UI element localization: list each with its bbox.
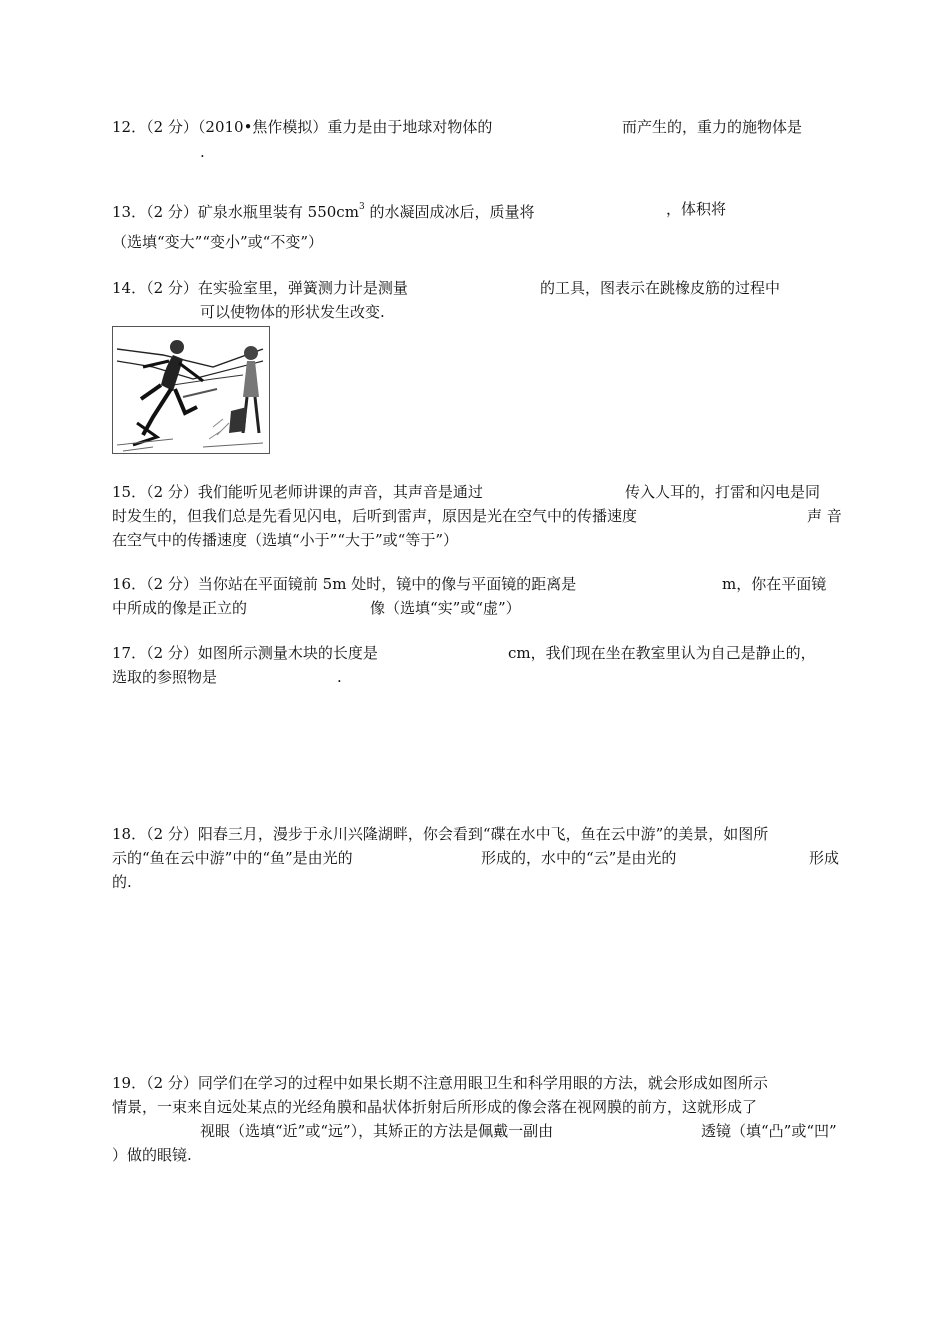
- rubber-band-jumping-figure: [112, 326, 270, 454]
- q17-text-a: 17．（2 分）如图所示测量木块的长度是: [112, 644, 378, 662]
- q15-text-d: 声 音: [807, 507, 842, 525]
- q18-text-a: 18．（2 分）阳春三月，漫步于永川兴隆湖畔，你会看到“碟在水中飞，鱼在云中游”的美景，如图所: [112, 825, 769, 843]
- q12-text-b: 而产生的，重力的施物体是: [622, 118, 803, 136]
- q14-text-a: 14．（2 分）在实验室里，弹簧测力计是测量: [112, 279, 408, 297]
- q18-text-e: 的.: [112, 873, 132, 891]
- q17-text-d: .: [337, 668, 342, 686]
- q13-text-a-main: 13．（2 分）矿泉水瓶里装有 550cm: [112, 203, 359, 221]
- q18-text-b: 示的“鱼在云中游”中的“鱼”是由光的: [112, 849, 353, 867]
- q12-text-end: .: [200, 143, 205, 161]
- q17-text-b: cm，我们现在坐在教室里认为自己是静止的，: [508, 644, 816, 662]
- q15-text-a: 15．（2 分）我们能听见老师讲课的声音，其声音是通过: [112, 483, 483, 501]
- q12-text-a: 12．（2 分）（2010•焦作模拟）重力是由于地球对物体的: [112, 118, 493, 136]
- q14-text-b: 的工具，图表示在跳橡皮筋的过程中: [540, 279, 781, 297]
- q19-text-c: 视眼（选填“近”或“远”），其矫正的方法是佩戴一副由: [200, 1122, 554, 1140]
- q15-text-b: 传入人耳的，打雷和闪电是同: [625, 483, 821, 501]
- q18-text-c: 形成的，水中的“云”是由光的: [481, 849, 677, 867]
- q15-options: 在空气中的传播速度（选填“小于”“大于”或“等于”）: [112, 531, 459, 549]
- q13-text-c: ，体积将: [666, 200, 727, 218]
- q16-text-a: 16．（2 分）当你站在平面镜前 5m 处时，镜中的像与平面镜的距离是: [112, 575, 577, 593]
- q13-superscript: 3: [358, 202, 365, 212]
- q19-text-d: 透镜（填“凸”或“凹”: [701, 1122, 837, 1140]
- q19-text-b: 情景，一束来自远处某点的光经角膜和晶状体折射后所形成的像会落在视网膜的前方，这就形成了: [112, 1098, 758, 1116]
- q13-text-b: 的水凝固成冰后，质量将: [364, 203, 535, 221]
- q16-text-c: 中所成的像是正立的: [112, 599, 248, 617]
- q19-text-e: ）做的眼镜.: [112, 1146, 192, 1164]
- q13-text-a: [112, 199, 534, 222]
- q13-options: （选填“变大”“变小”或“不变”）: [112, 233, 324, 251]
- q16-text-b: m，你在平面镜: [722, 575, 827, 593]
- q16-text-d: 像（选填“实”或“虚”）: [370, 599, 521, 617]
- q17-text-c: 选取的参照物是: [112, 668, 218, 686]
- q19-text-a: 19．（2 分）同学们在学习的过程中如果长期不注意用眼卫生和科学用眼的方法，就会形成如图所示: [112, 1074, 768, 1092]
- q15-text-c: 时发生的，但我们总是先看见闪电，后听到雷声，原因是光在空气中的传播速度: [112, 507, 638, 525]
- rubber-band-illustration: [113, 327, 269, 453]
- q14-text-c: 可以使物体的形状发生改变.: [200, 303, 385, 321]
- q18-text-d: 形成: [809, 849, 840, 867]
